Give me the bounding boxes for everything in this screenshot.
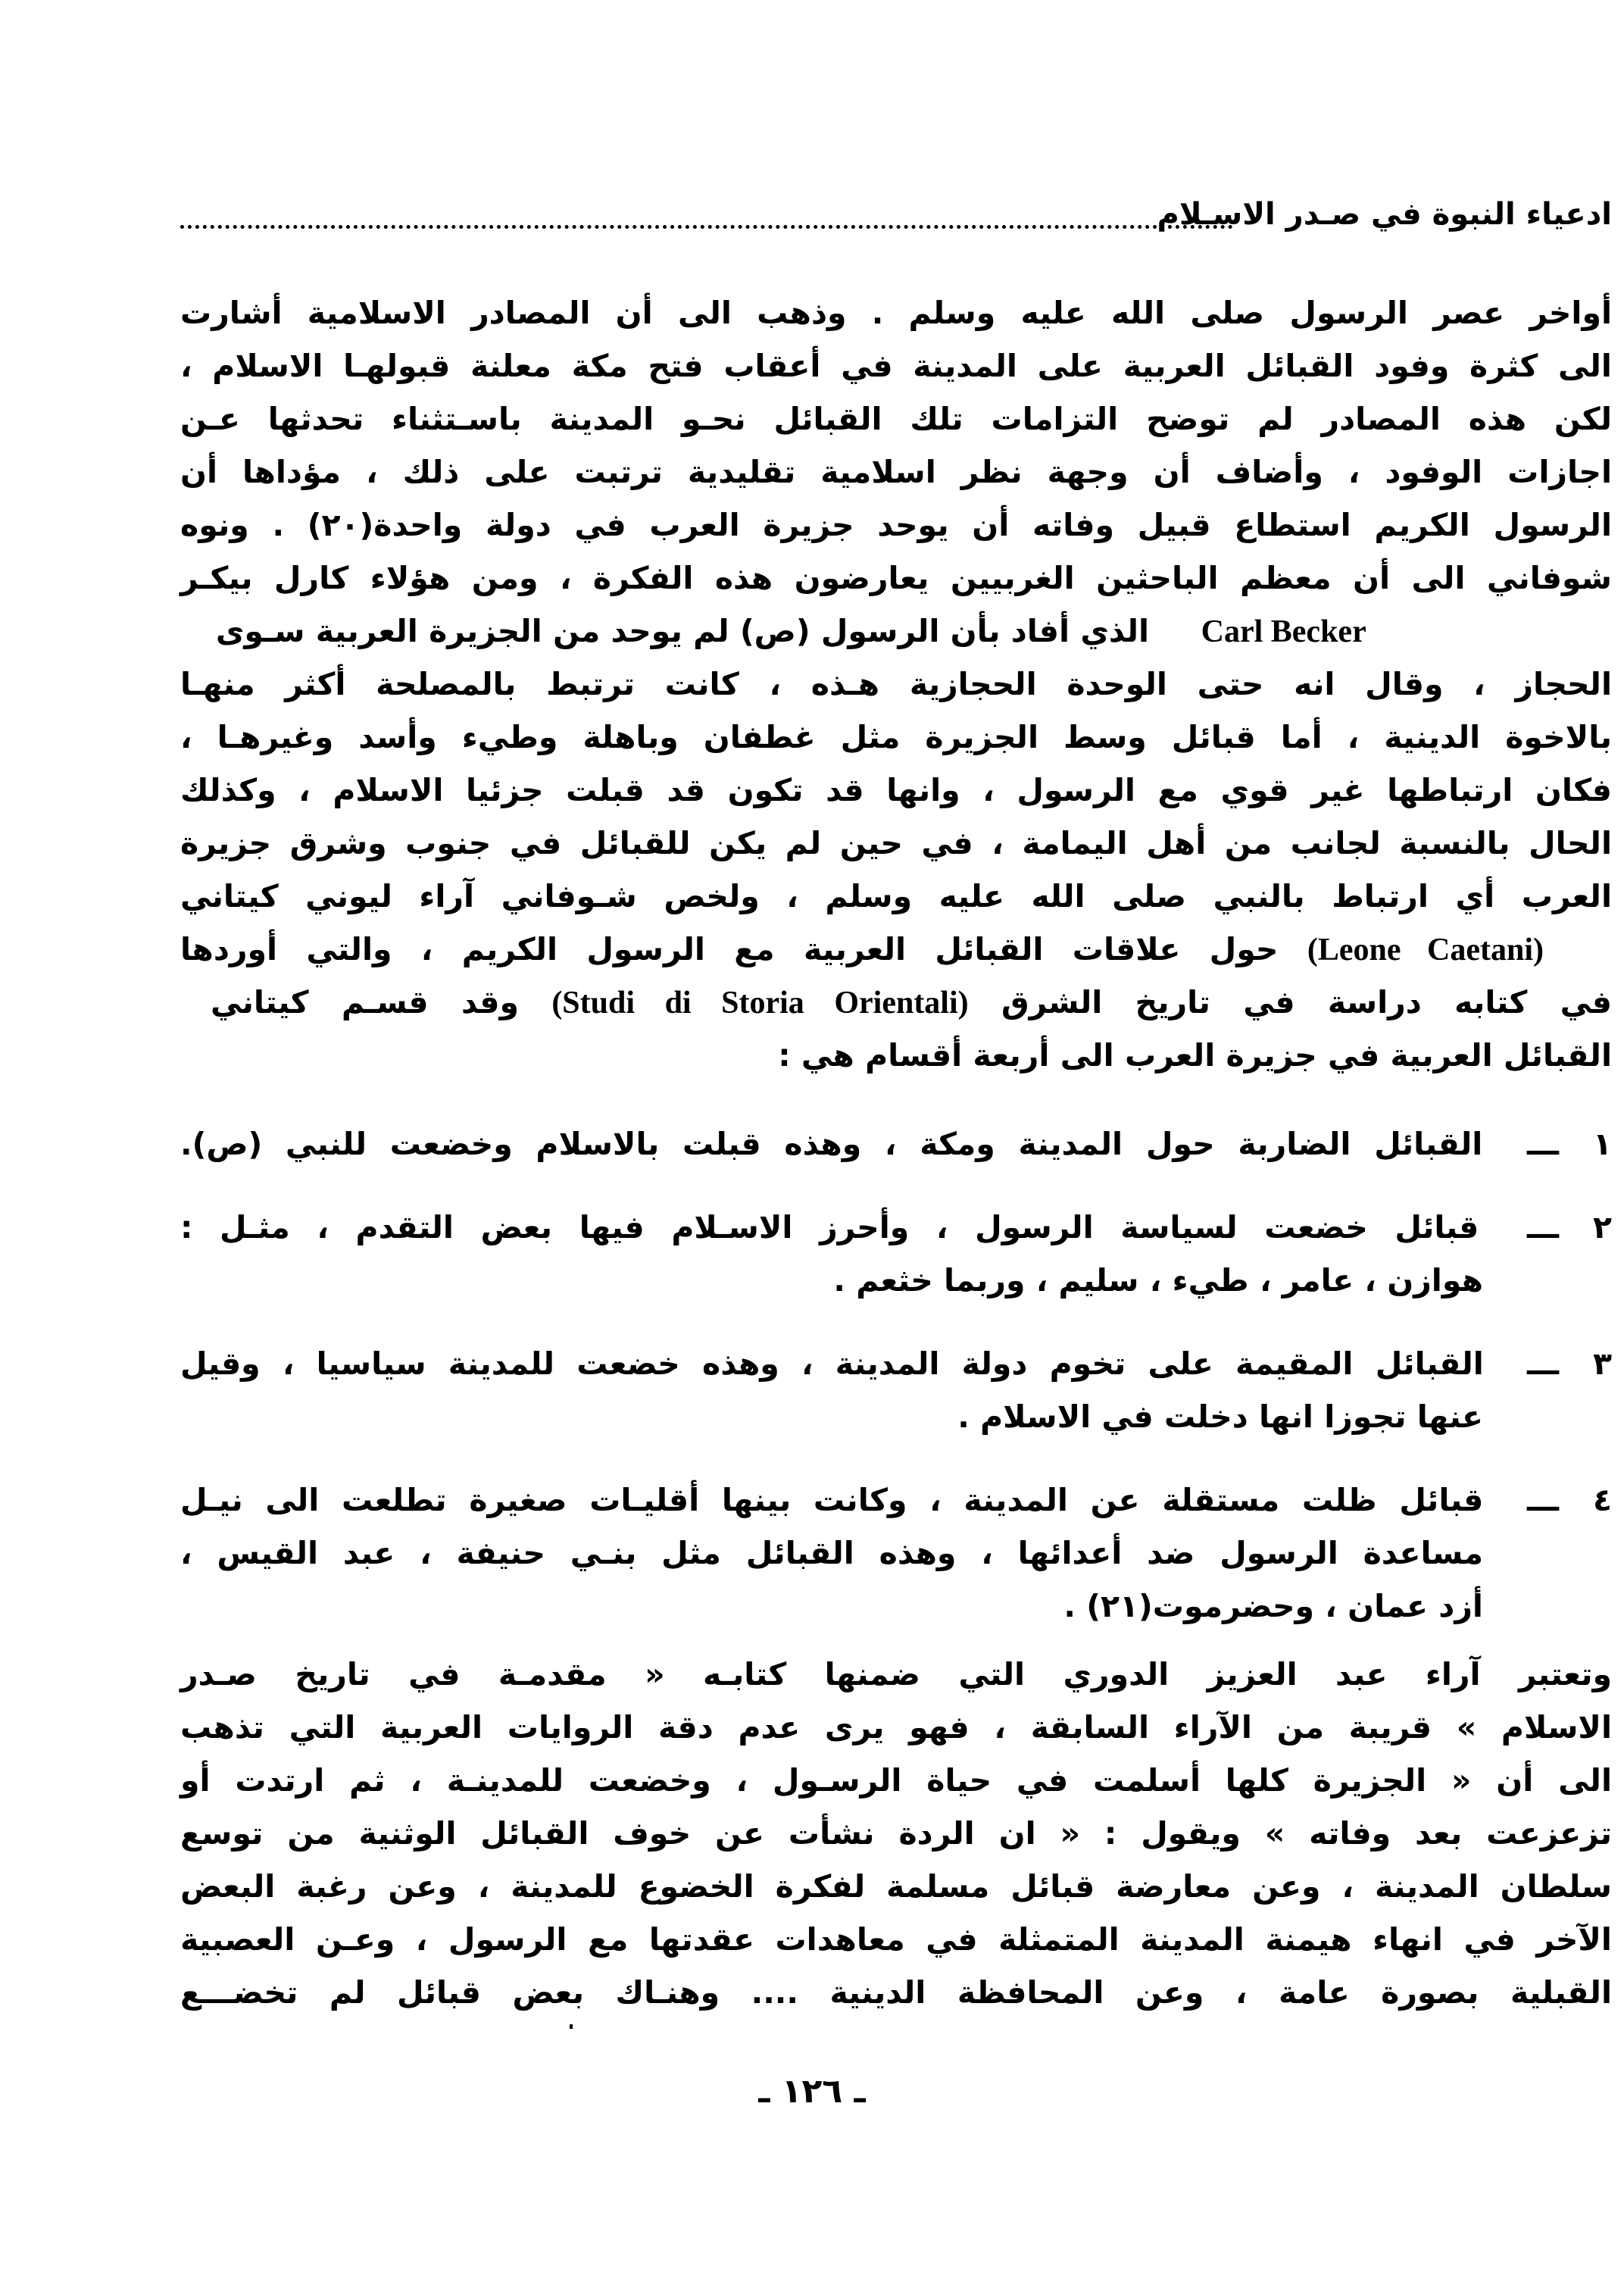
- list-item-text: القبائل الضاربة حول المدينة ومكة ، وهذه قبلت بالاسلام وخضعت للنبي (ص).: [180, 1126, 1483, 1162]
- page-body: [180, 0, 1612, 2269]
- text-line: وتعتبر آراء عبد العزيز الدوري التي ضمنها كتابـه « مقدمـة في تاريخ صـدر: [180, 1656, 1612, 1692]
- text-line: أواخر عصر الرسول صلى الله عليه وسلم . وذهب الى أن المصادر الاسلامية أشارت: [180, 295, 1612, 331]
- arabic-segment: الذي أفاد بأن الرسول (ص) لم يوحد من الجزيرة العربية سـوى: [215, 613, 1150, 649]
- text-line: بالاخوة الدينية ، أما قبائل وسط الجزيرة مثل غطفان وباهلة وطيء وأسد وغيرهـا ،: [180, 719, 1612, 755]
- list-dash: ـــ: [1526, 1482, 1559, 1518]
- list-item-text: قبائل ظلت مستقلة عن المدينة ، وكانت بينها أقليـات صغيرة تطلعت الى نيـل: [180, 1482, 1484, 1518]
- list-item-text: قبائل خضعت لسياسة الرسول ، وأحرز الاسـلام فيها بعض التقدم ، مثـل :: [180, 1209, 1479, 1245]
- text-line: شوفاني الى أن معظم الباحثين الغربيين يعارضون هذه الفكرة ، ومن هؤلاء كارل بيكـر: [180, 560, 1612, 596]
- text-line: الرسول الكريم استطاع قبيل وفاته أن يوحد جزيرة العرب في دولة واحدة(٢٠) . ونوه: [180, 507, 1612, 543]
- text-line: الآخر في انهاء هيمنة المدينة المتمثلة في معاهدات عقدتها مع الرسول ، وعـن العصبية: [180, 1921, 1612, 1958]
- text-line: الحال بالنسبة لجانب من أهل اليمامة ، في حين لم يكن للقبائل في جنوب وشرق جزيرة: [180, 825, 1612, 861]
- arabic-segment: وقد قسـم كيتاني: [211, 984, 519, 1020]
- list-number: ٤: [1592, 1482, 1612, 1518]
- list-dash: ـــ: [1526, 1209, 1559, 1245]
- arabic-segment: حول علاقات القبائل العربية مع الرسول الكريم ، والتي أوردها: [180, 931, 1279, 967]
- list-number: ٣: [1592, 1345, 1612, 1382]
- text-line: العرب أي ارتباط بالنبي صلى الله عليه وسلم ، ولخص شـوفاني آراء ليوني كيتاني: [180, 878, 1612, 914]
- text-line: سلطان المدينة ، وعن معارضة قبائل مسلمة لفكرة الخضوع للمدينة ، وعن رغبة البعض: [180, 1868, 1612, 1905]
- text-line-caetani: [180, 923, 1544, 976]
- text-line-becker: [180, 605, 1612, 658]
- text-line: القبلية بصورة عامة ، وعن المحافظة الدينية .... وهنـاك بعض قبائل لم تخضـــع: [180, 1974, 1612, 2011]
- running-title: ادعياء النبوة في صـدر الاسـلام: [1157, 197, 1612, 232]
- list-item-2-continuation: هوازن ، عامر ، طيء ، سليم ، وربما خثعم .: [833, 1262, 1483, 1299]
- scan-speck: [570, 2024, 573, 2029]
- text-line: الحجاز ، وقال انه حتى الوحدة الحجازية هـذه ، كانت ترتبط بالمصلحة أكثر منهـا: [180, 666, 1612, 702]
- text-line: الاسلام » قريبة من الآراء السابقة ، فهو يرى عدم دقة الروايات العربية التي تذهب: [180, 1709, 1612, 1746]
- arabic-segment: في كتابه دراسة في تاريخ الشرق: [1001, 984, 1612, 1020]
- list-number: ٢: [1592, 1209, 1612, 1245]
- list-item-text: القبائل المقيمة على تخوم دولة المدينة ، وهذه خضعت للمدينة سياسيا ، وقيل: [180, 1345, 1484, 1382]
- list-number: ١: [1592, 1126, 1612, 1162]
- text-line: القبائل العربية في جزيرة العرب الى أربعة أقسام هي :: [778, 1037, 1612, 1074]
- list-item-4-continuation: أزد عمان ، وحضرموت(٢١) .: [1063, 1588, 1483, 1624]
- latin-name-leone-caetani: (Leone Caetani): [1307, 933, 1544, 967]
- page-number: ـ ١٢٦ ـ: [758, 2072, 866, 2111]
- latin-name-carl-becker: Carl Becker: [1201, 614, 1366, 649]
- list-item-3-continuation: عنها تجوزا انها دخلت في الاسلام .: [957, 1399, 1483, 1435]
- text-line: اجازات الوفود ، وأضاف أن وجهة نظر اسلامية تقليدية ترتبت على ذلك ، مؤداها أن: [180, 454, 1612, 490]
- text-line: تزعزعت بعد وفاته » ويقول : « ان الردة نشأت عن خوف القبائل الوثنية من توسع: [180, 1815, 1612, 1852]
- list-item-3: [180, 1337, 1612, 1390]
- list-dash: ـــ: [1526, 1345, 1559, 1382]
- text-line-studi: [211, 976, 1612, 1029]
- text-line: لكن هذه المصادر لم توضح التزامات تلك القبائل نحـو المدينة باسـتثناء تحدثها عـن: [180, 401, 1612, 437]
- text-line: فكان ارتباطها غير قوي مع الرسول ، وانها قد تكون قد قبلت جزئيا الاسلام ، وكذلك: [180, 772, 1612, 808]
- list-item-4-continuation: مساعدة الرسول ضد أعدائها ، وهذه القبائل مثل بنـي حنيفة ، عبد القيس ،: [180, 1535, 1483, 1571]
- latin-title-studi: (Studi di Storia Orientali): [551, 986, 969, 1020]
- list-item-4: [180, 1474, 1612, 1527]
- list-item-1: [180, 1117, 1612, 1170]
- list-dash: ـــ: [1526, 1126, 1559, 1162]
- text-line: الى أن « الجزيرة كلها أسلمت في حياة الرسـول ، وخضعت للمدينـة ، ثم ارتدت أو: [180, 1762, 1612, 1799]
- text-line: الى كثرة وفود القبائل العربية على المدينة في أعقاب فتح مكة معلنة قبولهـا الاسلام ،: [180, 348, 1612, 384]
- list-item-2: [180, 1201, 1612, 1254]
